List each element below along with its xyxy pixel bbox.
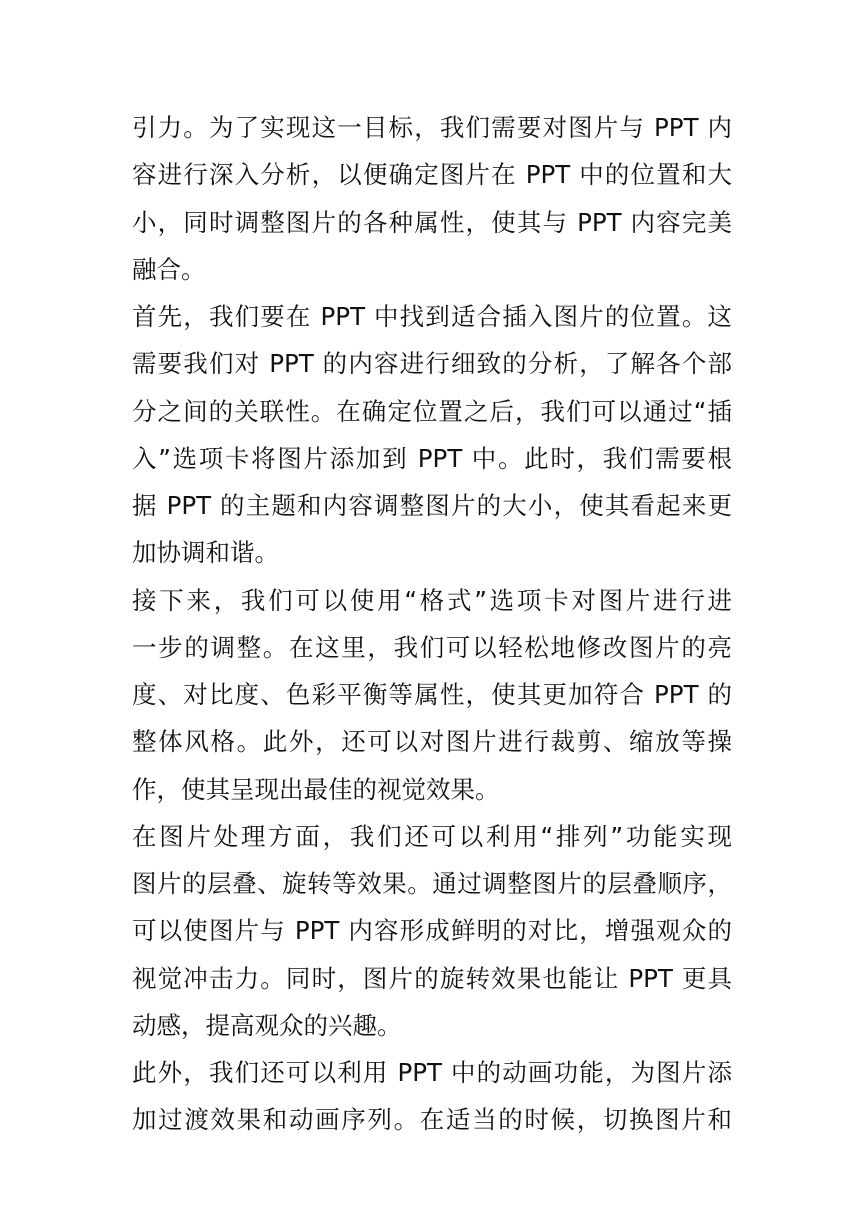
text-line: 小，同时调整图片的各种属性，使其与 PPT 内容完美 <box>132 207 732 237</box>
text-line: 整体风格。此外，还可以对图片进行裁剪、缩放等操 <box>132 727 732 757</box>
text-line: 图片的层叠、旋转等效果。通过调整图片的层叠顺序， <box>132 869 732 898</box>
text-line: 加过渡效果和动画序列。在适当的时候，切换图片和 <box>132 1105 732 1135</box>
text-line: 据 PPT 的主题和内容调整图片的大小，使其看起来更 <box>132 491 732 520</box>
text-line: 入”选项卡将图片添加到 PPT 中。此时，我们需要根 <box>132 443 732 473</box>
document-body <box>132 104 732 1144</box>
text-line: 接下来，我们可以使用“格式”选项卡对图片进行进 <box>132 585 732 615</box>
text-line: 融合。 <box>132 254 206 284</box>
text-line: 作，使其呈现出最佳的视觉效果。 <box>132 774 500 804</box>
text-line: 容进行深入分析，以便确定图片在 PPT 中的位置和大 <box>132 160 732 190</box>
text-line: 引力。为了实现这一目标，我们需要对图片与 PPT 内 <box>132 113 732 142</box>
text-line: 可以使图片与 PPT 内容形成鲜明的对比，增强观众的 <box>132 916 732 946</box>
text-line: 首先，我们要在 PPT 中找到适合插入图片的位置。这 <box>132 302 732 331</box>
text-line: 动感，提高观众的兴趣。 <box>132 1010 402 1040</box>
text-line: 度、对比度、色彩平衡等属性，使其更加符合 PPT 的 <box>132 680 732 709</box>
text-line: 一步的调整。在这里，我们可以轻松地修改图片的亮 <box>132 632 732 662</box>
text-line: 需要我们对 PPT 的内容进行细致的分析，了解各个部 <box>132 349 732 379</box>
text-line: 在图片处理方面，我们还可以利用“排列”功能实现 <box>132 821 732 851</box>
text-line: 视觉冲击力。同时，图片的旋转效果也能让 PPT 更具 <box>132 963 732 993</box>
text-line: 分之间的关联性。在确定位置之后，我们可以通过“插 <box>132 396 732 426</box>
text-line: 加协调和谐。 <box>132 538 279 568</box>
text-line: 此外，我们还可以利用 PPT 中的动画功能，为图片添 <box>132 1058 732 1087</box>
